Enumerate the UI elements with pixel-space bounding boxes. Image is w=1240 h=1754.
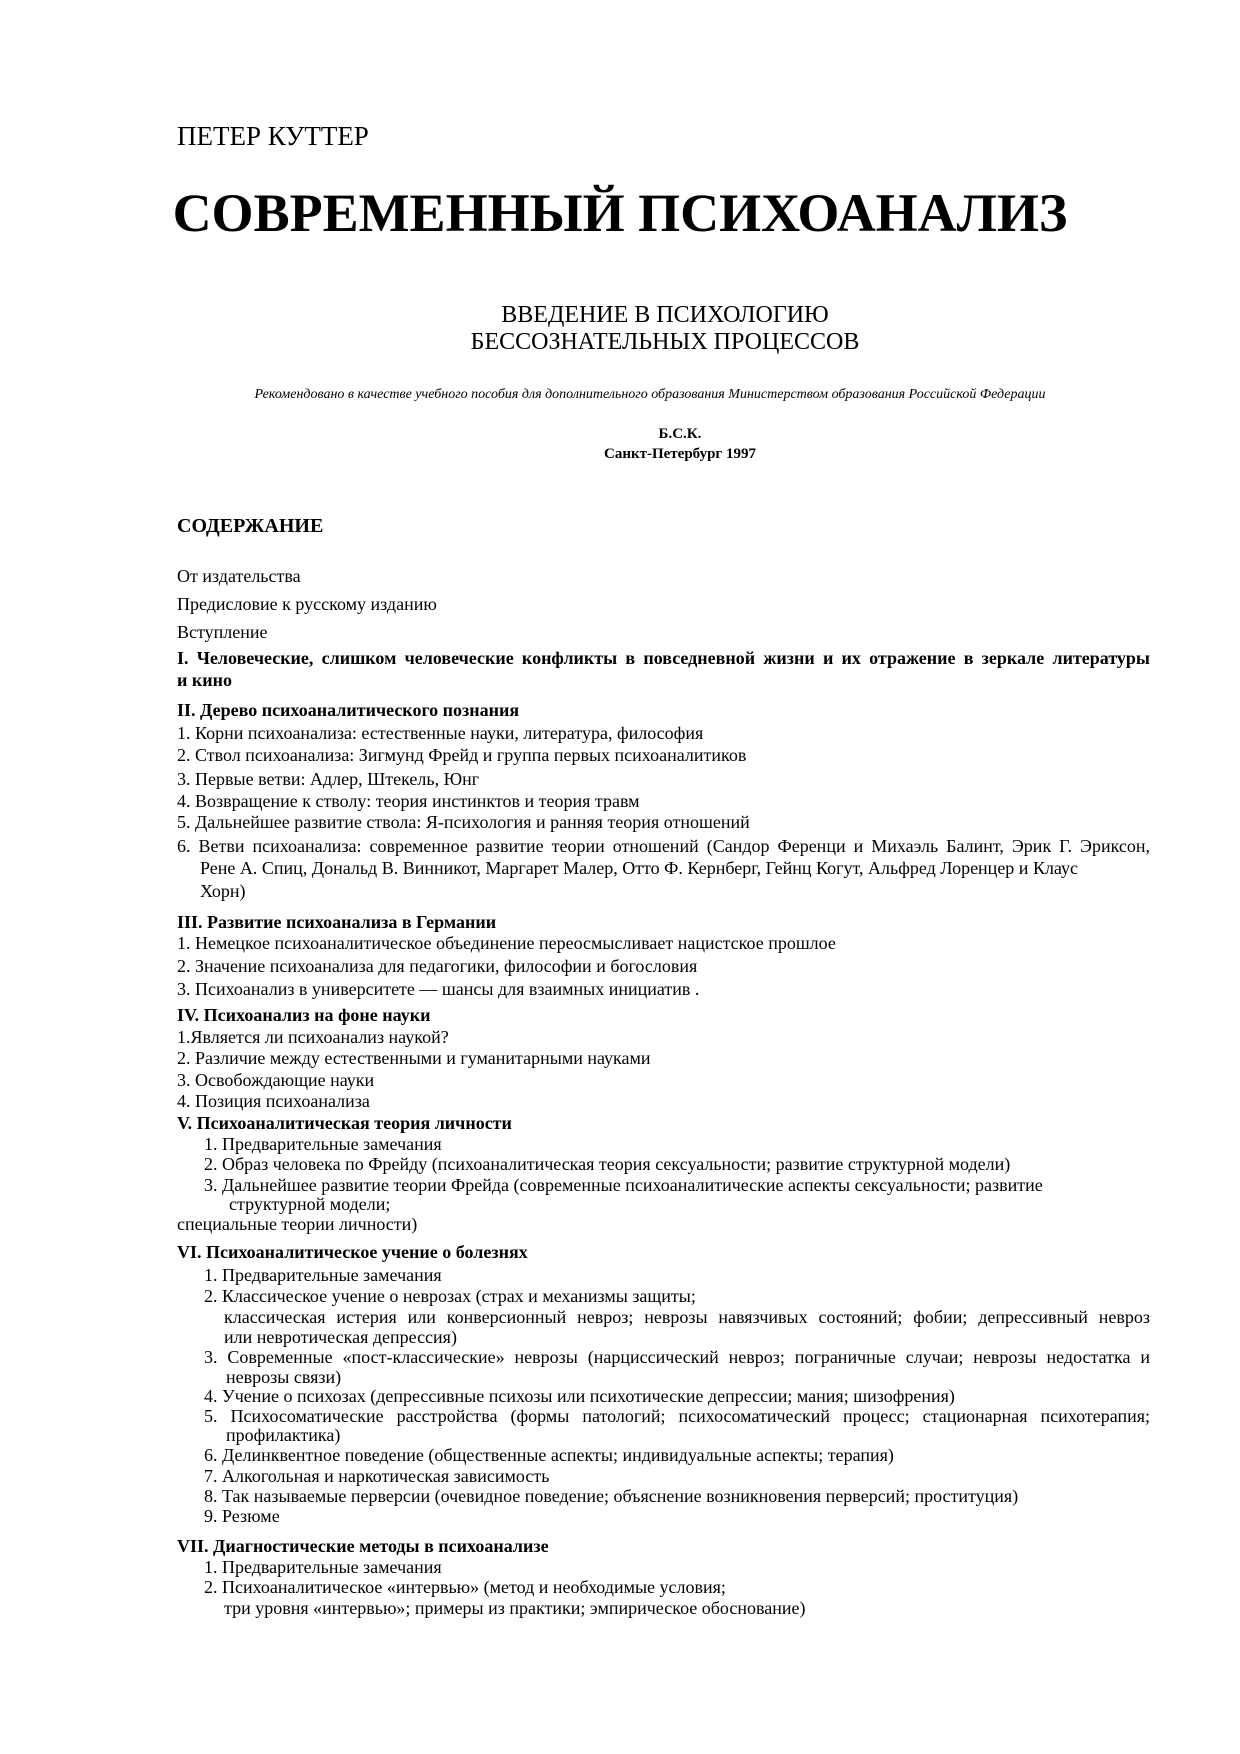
chapter-heading: I. Человеческие, слишком человеческие конфликты в повседневной жизни и их отражение в зеркале литературы: [177, 648, 1150, 668]
toc-entry: 1.Является ли психоанализ наукой?: [177, 1027, 449, 1047]
subtitle-line-2: БЕССОЗНАТЕЛЬНЫХ ПРОЦЕССОВ: [470, 329, 860, 355]
toc-entry: 6. Делинквентное поведение (общественные аспекты; индивидуальные аспекты; терапия): [204, 1445, 894, 1465]
toc-entry: или невротическая депрессия): [224, 1327, 457, 1347]
chapter-heading: VII. Диагностические методы в психоанализе: [177, 1536, 549, 1556]
toc-entry: 1. Корни психоанализа: естественные науки, литература, философия: [177, 723, 704, 743]
toc-entry: Предисловие к русскому изданию: [177, 594, 437, 614]
toc-entry: профилактика): [226, 1425, 341, 1445]
toc-entry: От издательства: [177, 566, 301, 586]
publisher: Б.С.К.: [658, 426, 702, 442]
toc-entry: 8. Так называемые перверсии (очевидное поведение; объяснение возникновения перверсий; проституция): [204, 1486, 1019, 1506]
toc-entry: 4. Позиция психоанализа: [177, 1091, 370, 1111]
toc-entry: 3. Первые ветви: Адлер, Штекель, Юнг: [177, 769, 480, 789]
chapter-heading: IV. Психоанализ на фоне науки: [177, 1005, 431, 1025]
toc-entry: 4. Возвращение к стволу: теория инстинктов и теория травм: [177, 791, 640, 811]
toc-entry: 1. Предварительные замечания: [204, 1134, 442, 1154]
chapter-heading: VI. Психоаналитическое учение о болезнях: [177, 1242, 528, 1262]
toc-entry: специальные теории личности): [177, 1214, 418, 1234]
toc-entry: 2. Ствол психоанализа: Зигмунд Фрейд и группа первых психоаналитиков: [177, 745, 747, 765]
toc-entry: 1. Предварительные замечания: [204, 1557, 442, 1577]
toc-entry: 5. Дальнейшее развитие ствола: Я-психология и ранняя теория отношений: [177, 812, 750, 832]
toc-entry: 2. Различие между естественными и гуманитарными науками: [177, 1048, 651, 1068]
toc-entry: Рене А. Спиц, Дональд В. Винникот, Маргарет Малер, Отто Ф. Кернберг, Гейнц Когут, Альфред Лоренцер и Клаус: [200, 858, 1078, 878]
toc-entry: 2. Значение психоанализа для педагогики, философии и богословия: [177, 956, 698, 976]
author-name: ПЕТЕР КУТТЕР: [177, 121, 369, 151]
toc-entry: 2. Классическое учение о неврозах (страх и механизмы защиты;: [204, 1286, 696, 1306]
toc-entry: три уровня «интервью»; примеры из практики; эмпирическое обоснование): [224, 1598, 806, 1618]
chapter-heading: и кино: [177, 670, 232, 690]
toc-entry: структурной модели;: [229, 1194, 391, 1214]
toc-entry: Вступление: [177, 622, 268, 642]
toc-entry: 3. Дальнейшее развитие теории Фрейда (современные психоаналитические аспекты сексуальности; развитие: [204, 1175, 1043, 1195]
contents-heading: СОДЕРЖАНИЕ: [177, 515, 324, 537]
book-title: СОВРЕМЕННЫЙ ПСИХОАНАЛИЗ: [172, 183, 1068, 243]
toc-entry: 7. Алкогольная и наркотическая зависимость: [204, 1466, 550, 1486]
toc-entry: 2. Образ человека по Фрейду (психоаналитическая теория сексуальности; развитие структурной модели): [204, 1154, 1011, 1174]
toc-entry: 3. Современные «пост-классические» неврозы (нарциссический невроз; пограничные случаи; неврозы недостатка и: [204, 1347, 1150, 1367]
chapter-heading: II. Дерево психоаналитического познания: [177, 700, 520, 720]
subtitle-line-1: ВВЕДЕНИЕ В ПСИХОЛОГИЮ: [501, 302, 829, 328]
toc-entry: 3. Освобождающие науки: [177, 1070, 375, 1090]
toc-entry: 5. Психосоматические расстройства (формы патологий; психосоматический процесс; стационарная психотерапия;: [204, 1406, 1150, 1426]
recommendation-note: Рекомендовано в качестве учебного пособия для дополнительного образования Министерством образования Российской Федерации: [254, 387, 1046, 402]
toc-entry: классическая истерия или конверсионный невроз; неврозы навязчивых состояний; фобии; депрессивный невроз: [224, 1307, 1150, 1327]
place-year: Санкт-Петербург 1997: [603, 446, 756, 462]
toc-entry: 2. Психоаналитическое «интервью» (метод и необходимые условия;: [204, 1577, 726, 1597]
toc-entry: 4. Учение о психозах (депрессивные психозы или психотические депрессии; мания; шизофрения): [204, 1386, 955, 1406]
toc-entry: 9. Резюме: [204, 1506, 280, 1526]
toc-entry: неврозы связи): [226, 1367, 342, 1387]
toc-entry: 1. Предварительные замечания: [204, 1265, 442, 1285]
chapter-heading: III. Развитие психоанализа в Германии: [177, 912, 497, 932]
chapter-heading: V. Психоаналитическая теория личности: [177, 1113, 512, 1133]
toc-entry: Хорн): [200, 881, 246, 901]
toc-entry: 1. Немецкое психоаналитическое объединение переосмысливает нацистское прошлое: [177, 933, 836, 953]
toc-entry: 3. Психоанализ в университете — шансы для взаимных инициатив .: [177, 979, 700, 999]
toc-entry: 6. Ветви психоанализа: современное развитие теории отношений (Сандор Ференци и Михаэль Балинт, Эрик Г. Эриксон,: [177, 836, 1150, 856]
